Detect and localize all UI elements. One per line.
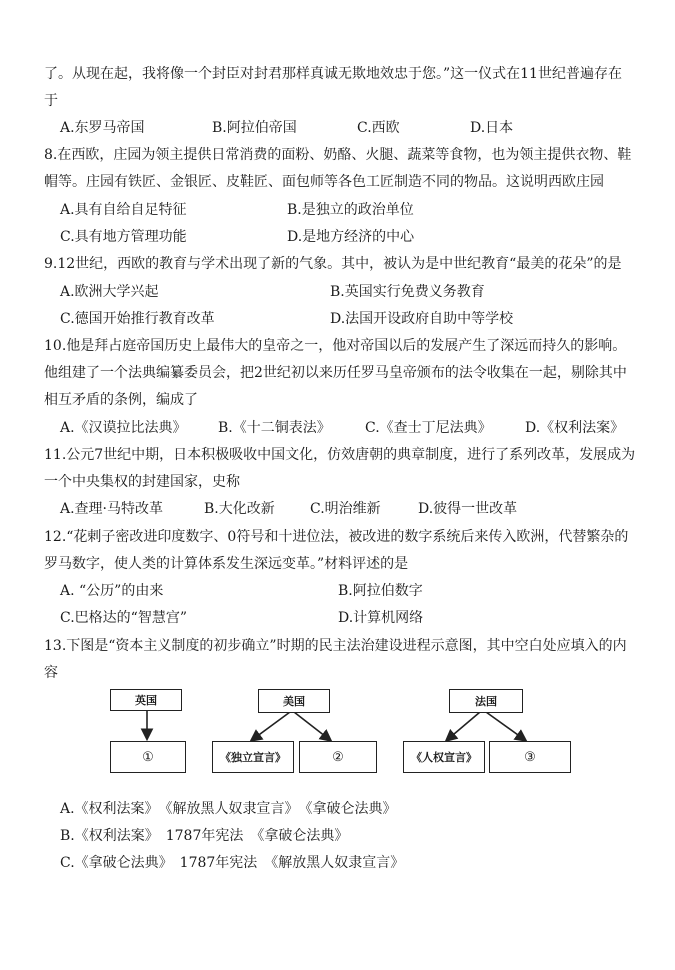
q11-text-line1: 11.公元7世纪中期，日本积极吸收中国文化，仿效唐朝的典章制度，进行了系列改革，发展成为 [44, 447, 636, 463]
box-uk: 英国 [110, 689, 182, 711]
q10-option-b: B.《十二铜表法》 [218, 420, 331, 436]
q11-option-a: A.查理·马特改革 [60, 501, 164, 517]
q10-option-c: C.《查士丁尼法典》 [365, 420, 492, 436]
q8-option-a: A.具有自给自足特征 [60, 202, 187, 218]
box-blank-3: ③ [489, 741, 571, 773]
q8-option-b: B.是独立的政治单位 [287, 202, 414, 218]
q12-option-b: B.阿拉伯数字 [338, 583, 423, 599]
q10-text-line2: 他组建了一个法典编纂委员会，把2世纪初以来历任罗马皇帝颁布的法令收集在一起，剔除其中 [44, 365, 627, 381]
q7-text-line1: 了。从现在起，我将像一个封臣对封君那样真诚无欺地效忠于您。”这一仪式在11世纪普遍存在 [44, 66, 622, 82]
q12-option-a: A. “公历”的由来 [60, 583, 164, 599]
q13-option-b: B.《权利法案》 1787年宪法 《拿破仑法典》 [60, 828, 349, 844]
q9-option-a: A.欧洲大学兴起 [60, 284, 159, 300]
q7-option-c: C.西欧 [357, 120, 400, 136]
q8-option-c: C.具有地方管理功能 [60, 229, 187, 245]
box-blank-2: ② [299, 741, 377, 773]
q12-option-d: D.计算机网络 [338, 610, 424, 626]
q12-text-line2: 罗马数字，使人类的计算体系发生深远变革。”材料评述的是 [44, 556, 409, 572]
q10-option-a: A.《汉谟拉比法典》 [60, 420, 187, 436]
box-us-declaration: 《独立宣言》 [212, 741, 294, 773]
q10-text-line3: 相互矛盾的条例，编成了 [44, 392, 198, 408]
box-blank-1: ① [110, 741, 186, 773]
q13-option-c: C.《拿破仑法典》 1787年宪法 《解放黑人奴隶宣言》 [60, 855, 405, 871]
q12-text-line1: 12.“花剌子密改进印度数字、0符号和十进位法，被改进的数字系统后来传入欧洲，代替繁杂的 [44, 529, 629, 545]
q13-text-line2: 容 [44, 665, 58, 681]
q13-text-line1: 13.下图是“资本主义制度的初步确立”时期的民主法治建设进程示意图，其中空白处应填入的内 [44, 638, 627, 654]
q9-option-d: D.法国开设政府自助中等学校 [330, 311, 514, 327]
q8-text-line1: 8.在西欧，庄园为领主提供日常消费的面粉、奶酪、火腿、蔬菜等食物，也为领主提供衣物、鞋 [44, 147, 632, 163]
q8-option-d: D.是地方经济的中心 [287, 229, 415, 245]
q9-option-c: C.德国开始推行教育改革 [60, 311, 215, 327]
box-us: 美国 [258, 689, 330, 713]
q11-option-c: C.明治维新 [310, 501, 381, 517]
box-fr-declaration: 《人权宣言》 [403, 741, 485, 773]
q7-text-line2: 于 [44, 93, 58, 109]
q10-text-line1: 10.他是拜占庭帝国历史上最伟大的皇帝之一，他对帝国以后的发展产生了深远而持久的影响。 [44, 338, 627, 354]
q9-option-b: B.英国实行免费义务教育 [330, 284, 485, 300]
q13-option-a: A.《权利法案》 《解放黑人奴隶宣言》 《拿破仑法典》 [60, 801, 397, 817]
box-france: 法国 [449, 689, 523, 713]
q8-text-line2: 帽等。庄园有铁匠、金银匠、皮鞋匠、面包师等各色工匠制造不同的物品。这说明西欧庄园 [44, 174, 604, 190]
q7-option-b: B.阿拉伯帝国 [212, 120, 297, 136]
q10-option-d: D.《权利法案》 [525, 420, 625, 436]
q9-text-line1: 9.12世纪，西欧的教育与学术出现了新的气象。其中，被认为是中世纪教育“最美的花朵”的是 [44, 256, 622, 272]
q7-option-d: D.日本 [470, 120, 514, 136]
q11-option-b: B.大化改新 [204, 501, 275, 517]
q11-option-d: D.彼得一世改革 [418, 501, 518, 517]
q12-option-c: C.巴格达的“智慧宫” [60, 610, 187, 626]
q7-option-a: A.东罗马帝国 [60, 120, 145, 136]
q11-text-line2: 一个中央集权的封建国家，史称 [44, 474, 240, 490]
